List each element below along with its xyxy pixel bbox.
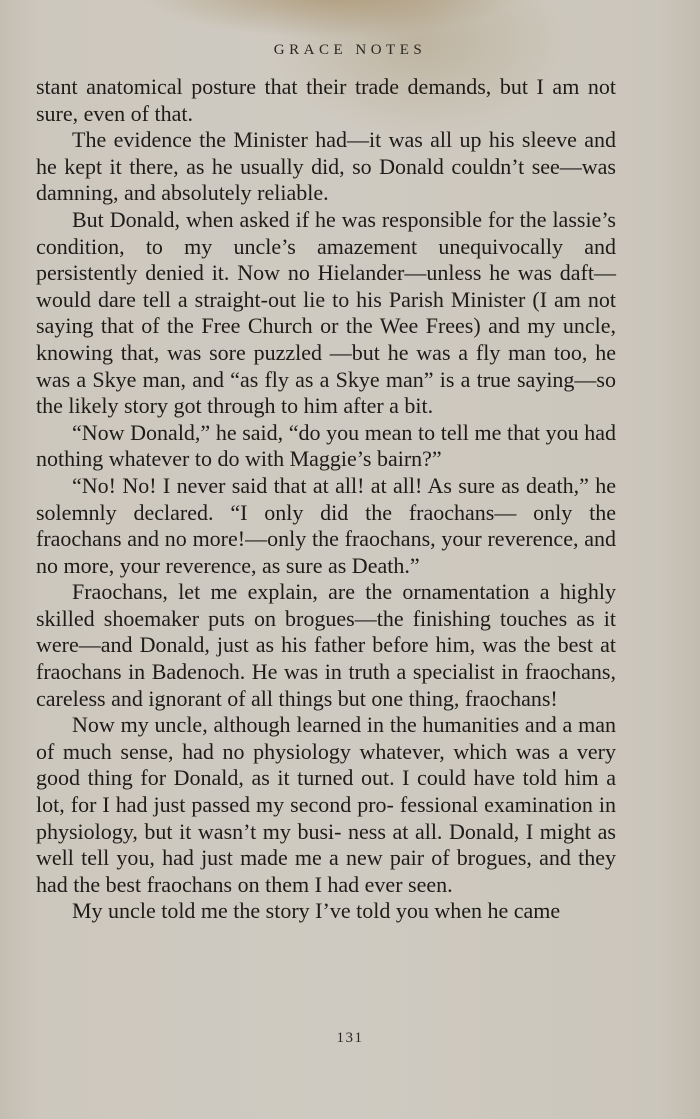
paragraph: But Donald, when asked if he was responsible for the lassie’s condition, to my uncle’s amazement unequivocally and persistently denied it. Now no Hielander—unless he was daft—would dare tell a straight-out lie to his Parish Minister (I am not saying that of the Free Church or the Wee Frees) and my uncle, knowing that, was sore puzzled —but he was a fly man too, he was a Skye man, and “as fly as a Skye man” is a true saying—so the likely story got through to him after a bit. (36, 206, 616, 419)
paragraph: My uncle told me the story I’ve told you when he came (72, 898, 561, 924)
paragraph: The evidence the Minister had—it was all up his sleeve and he kept it there, as he usually did, so Donald couldn’t see—was damning, and absolutely reliable. (36, 127, 616, 206)
paragraph: Now my uncle, although learned in the humanities and a man of much sense, had no physiology whatever, which was a very good thing for Donald, as it turned out. I could have told him a lot, for I had just passed my second pro- fessional examination in physiology, but it wasn’t my busi- ness at all. Donald, I might as well tell you, had just made me a new pair of brogues, and they had the best fraochans on them I had ever seen. (36, 712, 616, 897)
paragraph: stant anatomical posture that their trade demands, but I am not sure, even of that. (36, 74, 616, 126)
page-number: 131 (336, 1030, 364, 1046)
paragraph: “Now Donald,” he said, “do you mean to tell me that you had nothing whatever to do with Maggie’s bairn?” (36, 419, 616, 472)
paragraph: “No! No! I never said that at all! at all! As sure as death,” he solemnly declared. “I only did the fraochans— only the fraochans and no more!—only the fraochans, your reverence, and no more, your reverence, as sure as Death.” (36, 472, 616, 578)
body-text (36, 74, 616, 925)
paragraph: Fraochans, let me explain, are the ornamentation a highly skilled shoemaker puts on brogues—the finishing touches as it were—and Donald, just as his father before him, was the best at fraochans in Badenoch. He was in truth a specialist in fraochans, careless and ignorant of all things but one thing, fraochans! (36, 579, 616, 711)
running-head: GRACE NOTES (273, 42, 427, 58)
